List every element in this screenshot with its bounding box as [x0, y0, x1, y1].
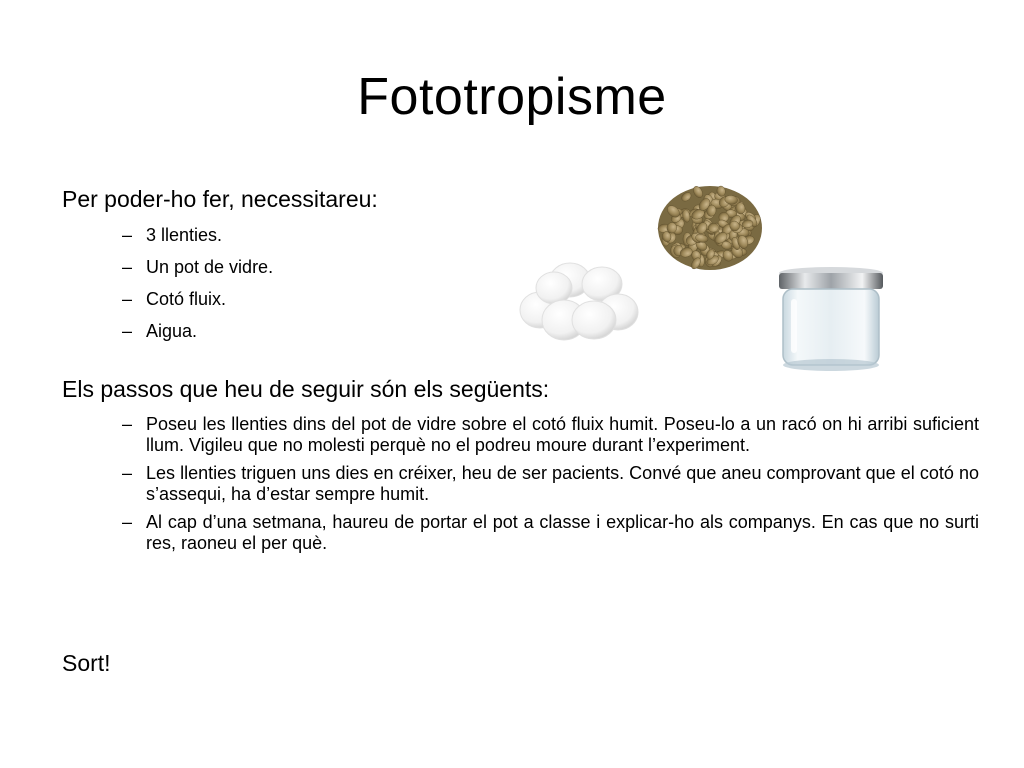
dash-bullet: – [122, 512, 133, 532]
dash-bullet: – [122, 321, 133, 341]
closing-text: Sort! [62, 650, 111, 676]
dash-bullet: – [122, 463, 133, 483]
list-item: – Un pot de vidre. [122, 257, 274, 277]
list-item: – Cotó fluix. [122, 289, 227, 309]
dash-bullet: – [122, 225, 133, 245]
dash-bullet: – [122, 414, 133, 434]
steps-heading: Els passos que heu de seguir són els següents: [62, 376, 550, 402]
list-item: – Al cap d’una setmana, haureu de portar el pot a classe i explicar-ho als companys. En cas que no surti res, raoneu el per què. [122, 512, 979, 553]
dash-bullet: – [122, 289, 133, 309]
list-item: – Les llenties triguen uns dies en créixer, heu de ser pacients. Convé que aneu comprovant que el cotó no s’assequi, ha d’estar sempre humit. [122, 463, 979, 504]
list-item: – Poseu les llenties dins del pot de vidre sobre el cotó fluix humit. Poseu-lo a un racó on hi arribi suficient llum. Vigileu que no molesti perquè no el podreu moure durant l’experiment. [122, 414, 979, 455]
steps-list [122, 414, 979, 561]
cotton-balls-image [518, 258, 644, 348]
glass-jar-image [773, 265, 891, 375]
materials-heading: Per poder-ho fer, necessitareu: [62, 186, 378, 212]
list-item: – Aigua. [122, 321, 198, 341]
lentils-image [654, 176, 766, 274]
dash-bullet: – [122, 257, 133, 277]
slide-title: Fototropisme [357, 68, 667, 126]
list-item: – 3 llenties. [122, 225, 223, 245]
materials-list [122, 224, 273, 352]
